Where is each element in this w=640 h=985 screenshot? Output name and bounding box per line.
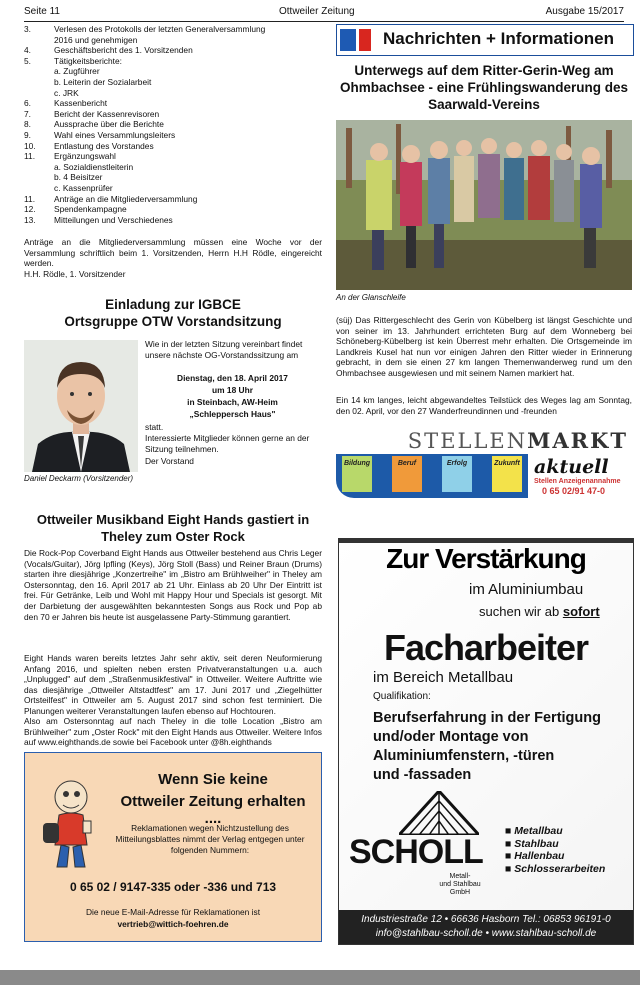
- agenda-item-number: [24, 66, 54, 77]
- callout-mail-link[interactable]: vertrieb@wittich-foehren.de: [117, 919, 229, 929]
- agenda-item-text: b. Leiterin der Sozialarbeit: [54, 76, 152, 87]
- agenda-item-number: 6.: [24, 98, 31, 109]
- agenda-item-number: 7.: [24, 108, 31, 119]
- igbce-outro: Interessierte Mitglieder können gerne an der Sitzung teilnehmen.: [145, 433, 310, 454]
- agenda-item: [24, 77, 322, 88]
- issue-number: Ausgabe 15/2017: [545, 6, 624, 17]
- agenda-item-text: Mitteilungen und Verschiedenes: [54, 214, 173, 225]
- agenda-item-text: 2016 und genehmigen: [54, 34, 138, 45]
- band-title: Ottweiler Musikband Eight Hands gastiert in Theley zum Oster Rock: [36, 512, 310, 544]
- agenda-item-text: c. Kassenprüfer: [54, 182, 113, 193]
- job-advertisement: [338, 538, 634, 945]
- news-paragraph-2: Ein 14 km langes, leicht abgewandeltes Teilstück des Weges lag am Sonntag, den 02. April, vor den 27 Wanderfreundinnen und -freunden: [336, 395, 632, 416]
- agenda-item-number: [24, 35, 54, 46]
- page-number: Seite 11: [24, 6, 60, 17]
- stellenmarkt-anzeigen: Stellen Anzeigenannahme: [534, 478, 621, 485]
- page-footer-bar: [0, 970, 640, 985]
- photo-caption: An der Glanschleife: [336, 293, 406, 302]
- ad-line-1: im Aluminiumbau: [469, 581, 584, 598]
- agenda-signature: H.H. Rödle, 1. Vorsitzender: [24, 269, 126, 279]
- igbce-time: um 18 Uhr: [212, 385, 253, 395]
- agenda-item: [24, 194, 322, 205]
- agenda-item-text: Wahl eines Versammlungsleiters: [54, 129, 176, 140]
- agenda-item-number: 9.: [24, 129, 31, 140]
- agenda-item-text: Spendenkampagne: [54, 204, 127, 215]
- agenda-item-text: Verlesen des Protokolls der letzten Generalversammlung: [54, 24, 266, 34]
- callout-mail-intro: Die neue E-Mail-Adresse für Reklamationen ist: [85, 907, 261, 917]
- note-erfolg: Erfolg: [442, 456, 472, 492]
- stellenmarkt-banner: [336, 426, 632, 500]
- delivery-complaint-box: [24, 752, 322, 942]
- hiking-group-photo: [336, 120, 632, 290]
- callout-phone: 0 65 02 / 9147-335 oder -336 und 713: [69, 880, 277, 894]
- ad-address: Industriestraße 12 • 66636 Hasborn Tel.: 06853 96191-0: [361, 914, 611, 925]
- callout-line-1: Wenn Sie keine: [158, 771, 268, 788]
- ad-qualifications: Berufserfahrung in der Fertigung und/oder Montage von Aluminiumfenstern, -türen und -fassaden: [373, 710, 601, 783]
- agenda-item: [24, 109, 322, 120]
- ad-job-title: Facharbeiter: [383, 627, 589, 668]
- section-header: [336, 24, 634, 56]
- ad-services: ■ Metallbau ■ Stahlbau ■ Hallenbau ■ Schlosserarbeiten: [505, 825, 606, 875]
- blue-square-icon: [340, 29, 356, 51]
- agenda-item-text: b. 4 Beisitzer: [54, 172, 103, 183]
- agenda-item-text: Anträge an die Mitgliederversammlung: [54, 193, 198, 204]
- agenda-item-text: Tätigkeitsberichte:: [54, 55, 122, 66]
- portrait-photo: [24, 340, 138, 472]
- igbce-date: Dienstag, den 18. April 2017: [177, 373, 288, 383]
- note-bildung: Bildung: [342, 456, 372, 492]
- agenda-item: [24, 98, 322, 109]
- roof-truss-icon: [399, 791, 479, 835]
- agenda-item: [24, 130, 322, 141]
- callout-body: Reklamationen wegen Nichtzustellung des Mitteilungsblattes nimmt der Verlag entgegen unter folgenden Nummern:: [115, 823, 305, 855]
- agenda-item-text: a. Zugführer: [54, 66, 100, 77]
- agenda-item: [24, 66, 322, 77]
- page-header: [24, 6, 624, 20]
- news-paragraph-1: (süj) Das Rittergeschlecht des Gerin von Kübelberg ist längst Geschichte und von seiner im 13. Jahrhundert errichteten Burg auf dem Wonneberg bei Schöneberg-Kübelberg ist kein Überrest mehr erhalten. Die Ortsgemeinde im Landkreis Kusel hat nun vor einigen Jahren den Ritter wieder in Erinnerung gebracht, in dem sie einen 27 km langen Themenwanderweg rund um den Ohmbachsee ausgewiesen und mit seinem Namen markiert hat.: [336, 315, 632, 378]
- agenda-item-text: Bericht der Kassenrevisoren: [54, 108, 160, 119]
- agenda-item-number: [24, 77, 54, 88]
- agenda-item-text: Ergänzungswahl: [54, 151, 116, 162]
- agenda-item-number: [24, 172, 54, 183]
- agenda-note: Anträge an die Mitgliederversammlung müssen eine Woche vor der Versammlung schriftlich beim 1. Vorsitzenden, Herrn H.H Rödle, eingereicht werden.: [24, 237, 322, 269]
- newspaper-name: Ottweiler Zeitung: [279, 6, 355, 17]
- band-paragraph-3: Also am Ostersonntag auf nach Theley in die tolle Location „Bistro am Brühlweiher" zum „Oster Rock" mit den Eight Hands aus Ottweiler. Weitere Infos auf www.eighthands.de sowie bei Facebook unter @8h.eighthands: [24, 716, 322, 748]
- agenda-item-number: [24, 88, 54, 99]
- agenda-item-text: Aussprache über die Berichte: [54, 119, 164, 130]
- stellenmarkt-phone: 0 65 02/91 47-0: [542, 486, 606, 496]
- section-title: Nachrichten + Informationen: [383, 29, 614, 48]
- agenda-item-number: 11.: [24, 193, 36, 204]
- igbce-venue: „Schleppersch Haus": [189, 409, 276, 419]
- agenda-item-text: Entlastung des Vorstandes: [54, 140, 154, 151]
- agenda-item: [24, 24, 322, 35]
- agenda-item-text: c. JRK: [54, 87, 79, 98]
- ad-web[interactable]: info@stahlbau-scholl.de • www.stahlbau-scholl.de: [375, 928, 597, 939]
- agenda-item-text: Kassenbericht: [54, 98, 108, 109]
- ad-qual-label: Qualifikation:: [373, 691, 431, 702]
- igbce-place: in Steinbach, AW-Heim: [187, 397, 278, 407]
- agenda-list: [24, 24, 322, 225]
- agenda-item-number: 10.: [24, 140, 36, 151]
- agenda-item: [24, 56, 322, 67]
- agenda-item-text: a. Sozialdienstleiterin: [54, 161, 134, 172]
- portrait-caption: Daniel Deckarm (Vorsitzender): [24, 474, 134, 483]
- mascot-icon: [33, 775, 103, 875]
- igbce-intro: Wie in der letzten Sitzung vereinbart findet unsere nächste OG-Vorstandssitzung am: [145, 339, 303, 360]
- agenda-item: [24, 45, 322, 56]
- ad-line-2: suchen wir ab sofort: [479, 604, 600, 619]
- scholl-sub: Metall- und Stahlbau GmbH: [439, 873, 481, 896]
- band-paragraph-1: Die Rock-Pop Coverband Eight Hands aus Ottweiler bestehend aus Chris Leger (Vocals/Guitar), Jörg Ipfling (Keys), Jörg Stoll (Bass) und Reiner Braun (Drums) starten ihre diesjährige „Konzertreihe" im „Bistro am Brühlweiher" in Theley am Ostersonntag, den 16. April 2017 ab 21 Uhr. Einlass ab 20 Uhr Der Eintritt ist frei. Für Getränke, Leib und Wohl mit Happy Hour und Specials ist gesorgt. Mit der Darbietung der ausgewählten bekanntesten Songs aus Rock und Pop ab den 70 er Jahren bis heute ist ausgelassene Party-Stimmung garantiert.: [24, 548, 322, 622]
- igbce-subtitle: Ortsgruppe OTW Vorstandsitzung: [64, 314, 282, 329]
- note-beruf: Beruf: [392, 456, 422, 492]
- agenda-item: [24, 141, 322, 152]
- band-paragraph-2: Eight Hands waren bereits letztes Jahr sehr aktiv, seit deren Neuformierung Anfang 2016, und spielten neben ersten Privatveranstaltungen u.a. auch „Unplugged" auf dem „Straßenmusikfestival" in Ottweiler. Weitere Auftritte wie das diesjährige „Ottweiler Altstadtfest" am 17. Juni 2017 und „Ziegelhütter Ortsteilfest" in Ottweiler am 5. August 2017 sind schon fest terminiert. Die Planungen weiterer Veranstaltungen laufen ebenso auf Hochtouren.: [24, 653, 322, 716]
- note-zukunft: Zukunft: [492, 456, 522, 492]
- agenda-item: [24, 183, 322, 194]
- agenda-item-number: 11.: [24, 151, 36, 162]
- ad-headline: Zur Verstärkung: [386, 543, 586, 574]
- igbce-sign: Der Vorstand: [145, 456, 194, 466]
- stellenmarkt-title: STELLENMARKT: [407, 428, 628, 453]
- agenda-item-number: [24, 162, 54, 173]
- callout-line-2: Ottweiler Zeitung erhalten ....: [120, 793, 306, 827]
- agenda-item: [24, 162, 322, 173]
- agenda-item-number: 3.: [24, 24, 31, 34]
- ad-job-sub: im Bereich Metallbau: [373, 669, 514, 686]
- scholl-logo: SCHOLL: [349, 833, 483, 871]
- agenda-item-number: 4.: [24, 45, 31, 56]
- agenda-item: [24, 215, 322, 226]
- stellenmarkt-aktuell: aktuell: [534, 456, 609, 478]
- agenda-item-number: [24, 183, 54, 194]
- agenda-item: [24, 172, 322, 183]
- agenda-item: [24, 35, 322, 46]
- agenda-item: [24, 151, 322, 162]
- agenda-item: [24, 204, 322, 215]
- red-square-icon: [359, 29, 371, 51]
- ad-footer: [339, 910, 633, 944]
- agenda-item-text: Geschäftsbericht des 1. Vorsitzenden: [54, 45, 193, 56]
- agenda-item-number: 13.: [24, 214, 36, 225]
- news-title: Unterwegs auf dem Ritter-Gerin-Weg am Ohmbachsee - eine Frühlingswanderung des Saarwald-Vereins: [339, 63, 629, 112]
- agenda-item: [24, 119, 322, 130]
- igbce-statt: statt.: [145, 422, 164, 432]
- agenda-item-number: 12.: [24, 204, 36, 215]
- agenda-item-number: 5.: [24, 55, 31, 66]
- agenda-item: [24, 88, 322, 99]
- header-divider: [24, 21, 624, 22]
- igbce-title: Einladung zur IGBCE: [105, 297, 241, 312]
- agenda-item-number: 8.: [24, 119, 31, 130]
